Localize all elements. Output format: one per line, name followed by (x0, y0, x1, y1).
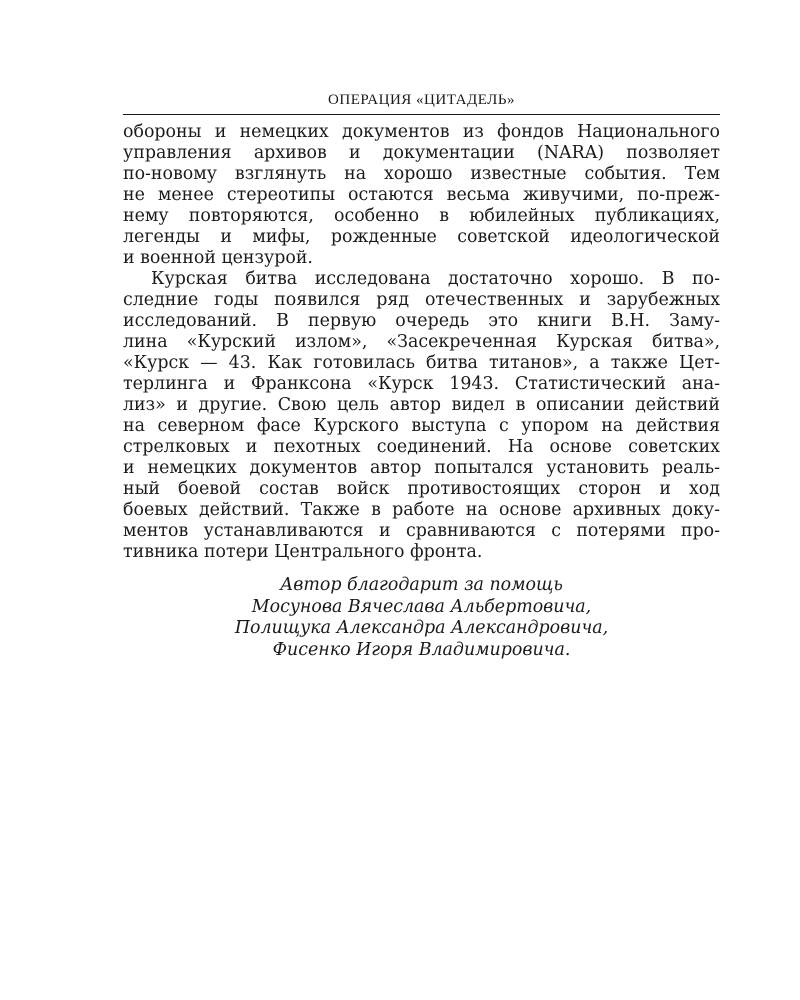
text-line: исследований. В первую очередь это книги В.Н. Заму- (123, 311, 720, 331)
acknowledgement-line: Мосунова Вячеслава Альбертовича, (251, 596, 592, 617)
header-rule (123, 114, 720, 115)
text-line: тивника потери Центрального фронта. (123, 542, 483, 562)
text-line: по-новому взглянуть на хорошо известные события. Тем (123, 164, 720, 184)
text-line: лиз» и другие. Свою цель автор видел в описании действий (123, 395, 720, 415)
acknowledgement-line: Полищука Александра Александровича, (234, 618, 609, 638)
acknowledgement-line: Автор благодарит за помощь (280, 575, 563, 595)
text-line: управления архивов и документации (NARA) позволяет (123, 143, 720, 163)
text-line: ментов устанавливаются и сравниваются с потерями про- (123, 521, 720, 541)
body-text (123, 122, 720, 563)
text-line: «Курск — 43. Как готовилась битва титанов», а также Цет- (123, 353, 720, 373)
acknowledgement-line: Фисенко Игоря Владимировича. (272, 639, 571, 660)
acknowledgement (123, 575, 720, 661)
running-head: ОПЕРАЦИЯ «ЦИТАДЕЛЬ» (328, 92, 515, 108)
text-line: обороны и немецких документов из фондов Национального (123, 122, 720, 142)
text-line: терлинга и Франксона «Курск 1943. Статистический ана- (123, 374, 720, 394)
paragraph-1 (123, 122, 720, 269)
text-line: Курская битва исследована достаточно хорошо. В по- (151, 269, 720, 289)
text-line: лина «Курский излом», «Засекреченная Курская битва», (123, 332, 720, 352)
text-line: не менее стереотипы остаются весьма живучими, по-преж- (123, 185, 720, 205)
text-line: легенды и мифы, рожденные советской идеологической (123, 227, 720, 247)
paragraph-2 (123, 269, 720, 563)
text-line: ный боевой состав войск противостоящих сторон и ход (123, 479, 720, 499)
text-line: и военной цензурой. (123, 248, 313, 268)
text-line: следние годы появился ряд отечественных и зарубежных (123, 290, 720, 310)
text-line: нему повторяются, особенно в юбилейных публикациях, (123, 206, 720, 226)
text-line: стрелковых и пехотных соединений. На основе советских (123, 437, 720, 457)
text-line: и немецких документов автор попытался установить реаль- (123, 458, 720, 478)
text-line: на северном фасе Курского выступа с упором на действия (123, 416, 720, 436)
text-line: боевых действий. Также в работе на основе архивных доку- (123, 500, 720, 520)
